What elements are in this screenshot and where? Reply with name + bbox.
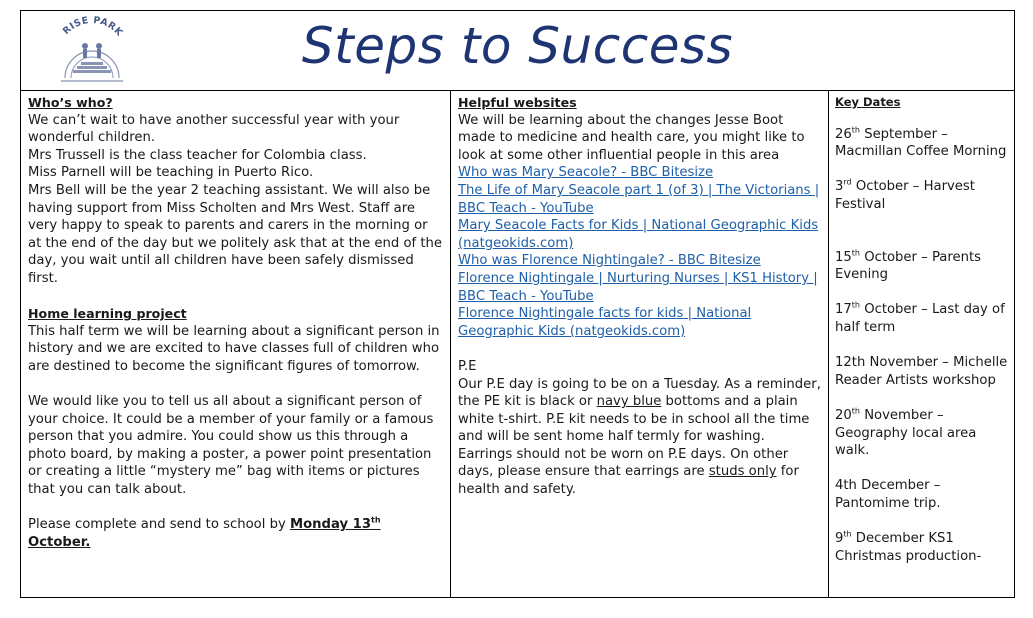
whos-who-line: Mrs Bell will be the year 2 teaching assistant. We will also be having support from Miss Scholten and Mrs West. Staff are very happy to speak to parents and carers in the morning or at the end of the day but we politely ask that at the end of the day, you wait until all children have been safely dismissed first.	[28, 182, 443, 286]
key-date-item: 3rd October – Harvest Festival	[835, 177, 975, 212]
pe-title: P.E	[458, 358, 477, 374]
key-date-item: 4th December – Pantomime trip.	[835, 478, 941, 511]
key-dates-heading: Key Dates	[835, 95, 901, 109]
link-mary-seacole-natgeo[interactable]: Mary Seacole Facts for Kids | National Geographic Kids (natgeokids.com)	[458, 218, 819, 251]
link-florence-youtube[interactable]: Florence Nightingale | Nurturing Nurses | KS1 History | BBC Teach - YouTube	[458, 270, 818, 304]
column-info	[21, 91, 451, 597]
logo-text: RISE PARK	[60, 16, 125, 39]
websites-intro: We will be learning about the changes Jesse Boot made to medicine and health care, you might like to look at some other influential people in this area	[458, 112, 805, 163]
page-title: Steps to Success	[301, 17, 734, 75]
home-learning-paragraph: We would like you to tell us all about a significant person of your choice. It could be a member of your family or a famous person that you admire. You could show us this through a photo board, by making a poster, a power point presentation or creating a little “mystery me” bag with items or pictures that you can talk about.	[28, 394, 434, 498]
key-date-item: 9th December KS1 Christmas production-	[835, 529, 982, 564]
key-date-item: 20th November – Geography local area walk.	[835, 406, 977, 459]
earrings-paragraph: Earrings should not be worn on P.E days. On other days, please ensure that earrings are studs only for health and safety.	[458, 446, 799, 498]
link-mary-seacole-youtube[interactable]: The Life of Mary Seacole part 1 (of 3) | The Victorians | BBC Teach - YouTube	[458, 182, 820, 216]
column-key-dates	[829, 91, 1016, 597]
deadline-paragraph: Please complete and send to school by Monday 13th October.	[28, 515, 381, 550]
column-websites	[451, 91, 829, 597]
whos-who-line: Mrs Trussell is the class teacher for Colombia class.	[28, 147, 367, 163]
pe-paragraph: Our P.E day is going to be on a Tuesday. As a reminder, the PE kit is black or navy blue bottoms and a plain white t-shirt. P.E kit needs to be in school all the time and will be sent home half termly for washing.	[458, 376, 821, 445]
newsletter-frame	[20, 10, 1015, 598]
key-date-item: 15th October – Parents Evening	[835, 248, 982, 283]
key-date-item: 26th September – Macmillan Coffee Morning	[835, 125, 1007, 160]
helpful-websites-heading: Helpful websites	[458, 95, 577, 110]
header	[21, 11, 1014, 91]
home-learning-paragraph: This half term we will be learning about a significant person in history and we are excited to have classes full of children who are destined to become the significant figures of tomorrow.	[28, 323, 440, 374]
deadline-date: Monday 13th	[289, 515, 381, 533]
home-learning-heading: Home learning project	[28, 306, 187, 322]
whos-who-line: We can’t wait to have another successful year with your wonderful children.	[28, 112, 400, 146]
key-date-item: 12th November – Michelle Reader Artists workshop	[835, 355, 1008, 388]
link-florence-bitesize[interactable]: Who was Florence Nightingale? - BBC Bitesize	[458, 253, 761, 269]
whos-who-heading: Who’s who?	[28, 95, 113, 110]
link-florence-natgeo[interactable]: Florence Nightingale facts for kids | National Geographic Kids (natgeokids.com)	[458, 306, 752, 339]
key-date-item: 17th October – Last day of half term	[835, 300, 1005, 335]
whos-who-line: Miss Parnell will be teaching in Puerto Rico.	[28, 165, 314, 181]
link-mary-seacole-bitesize[interactable]: Who was Mary Seacole? - BBC Bitesize	[458, 165, 714, 181]
